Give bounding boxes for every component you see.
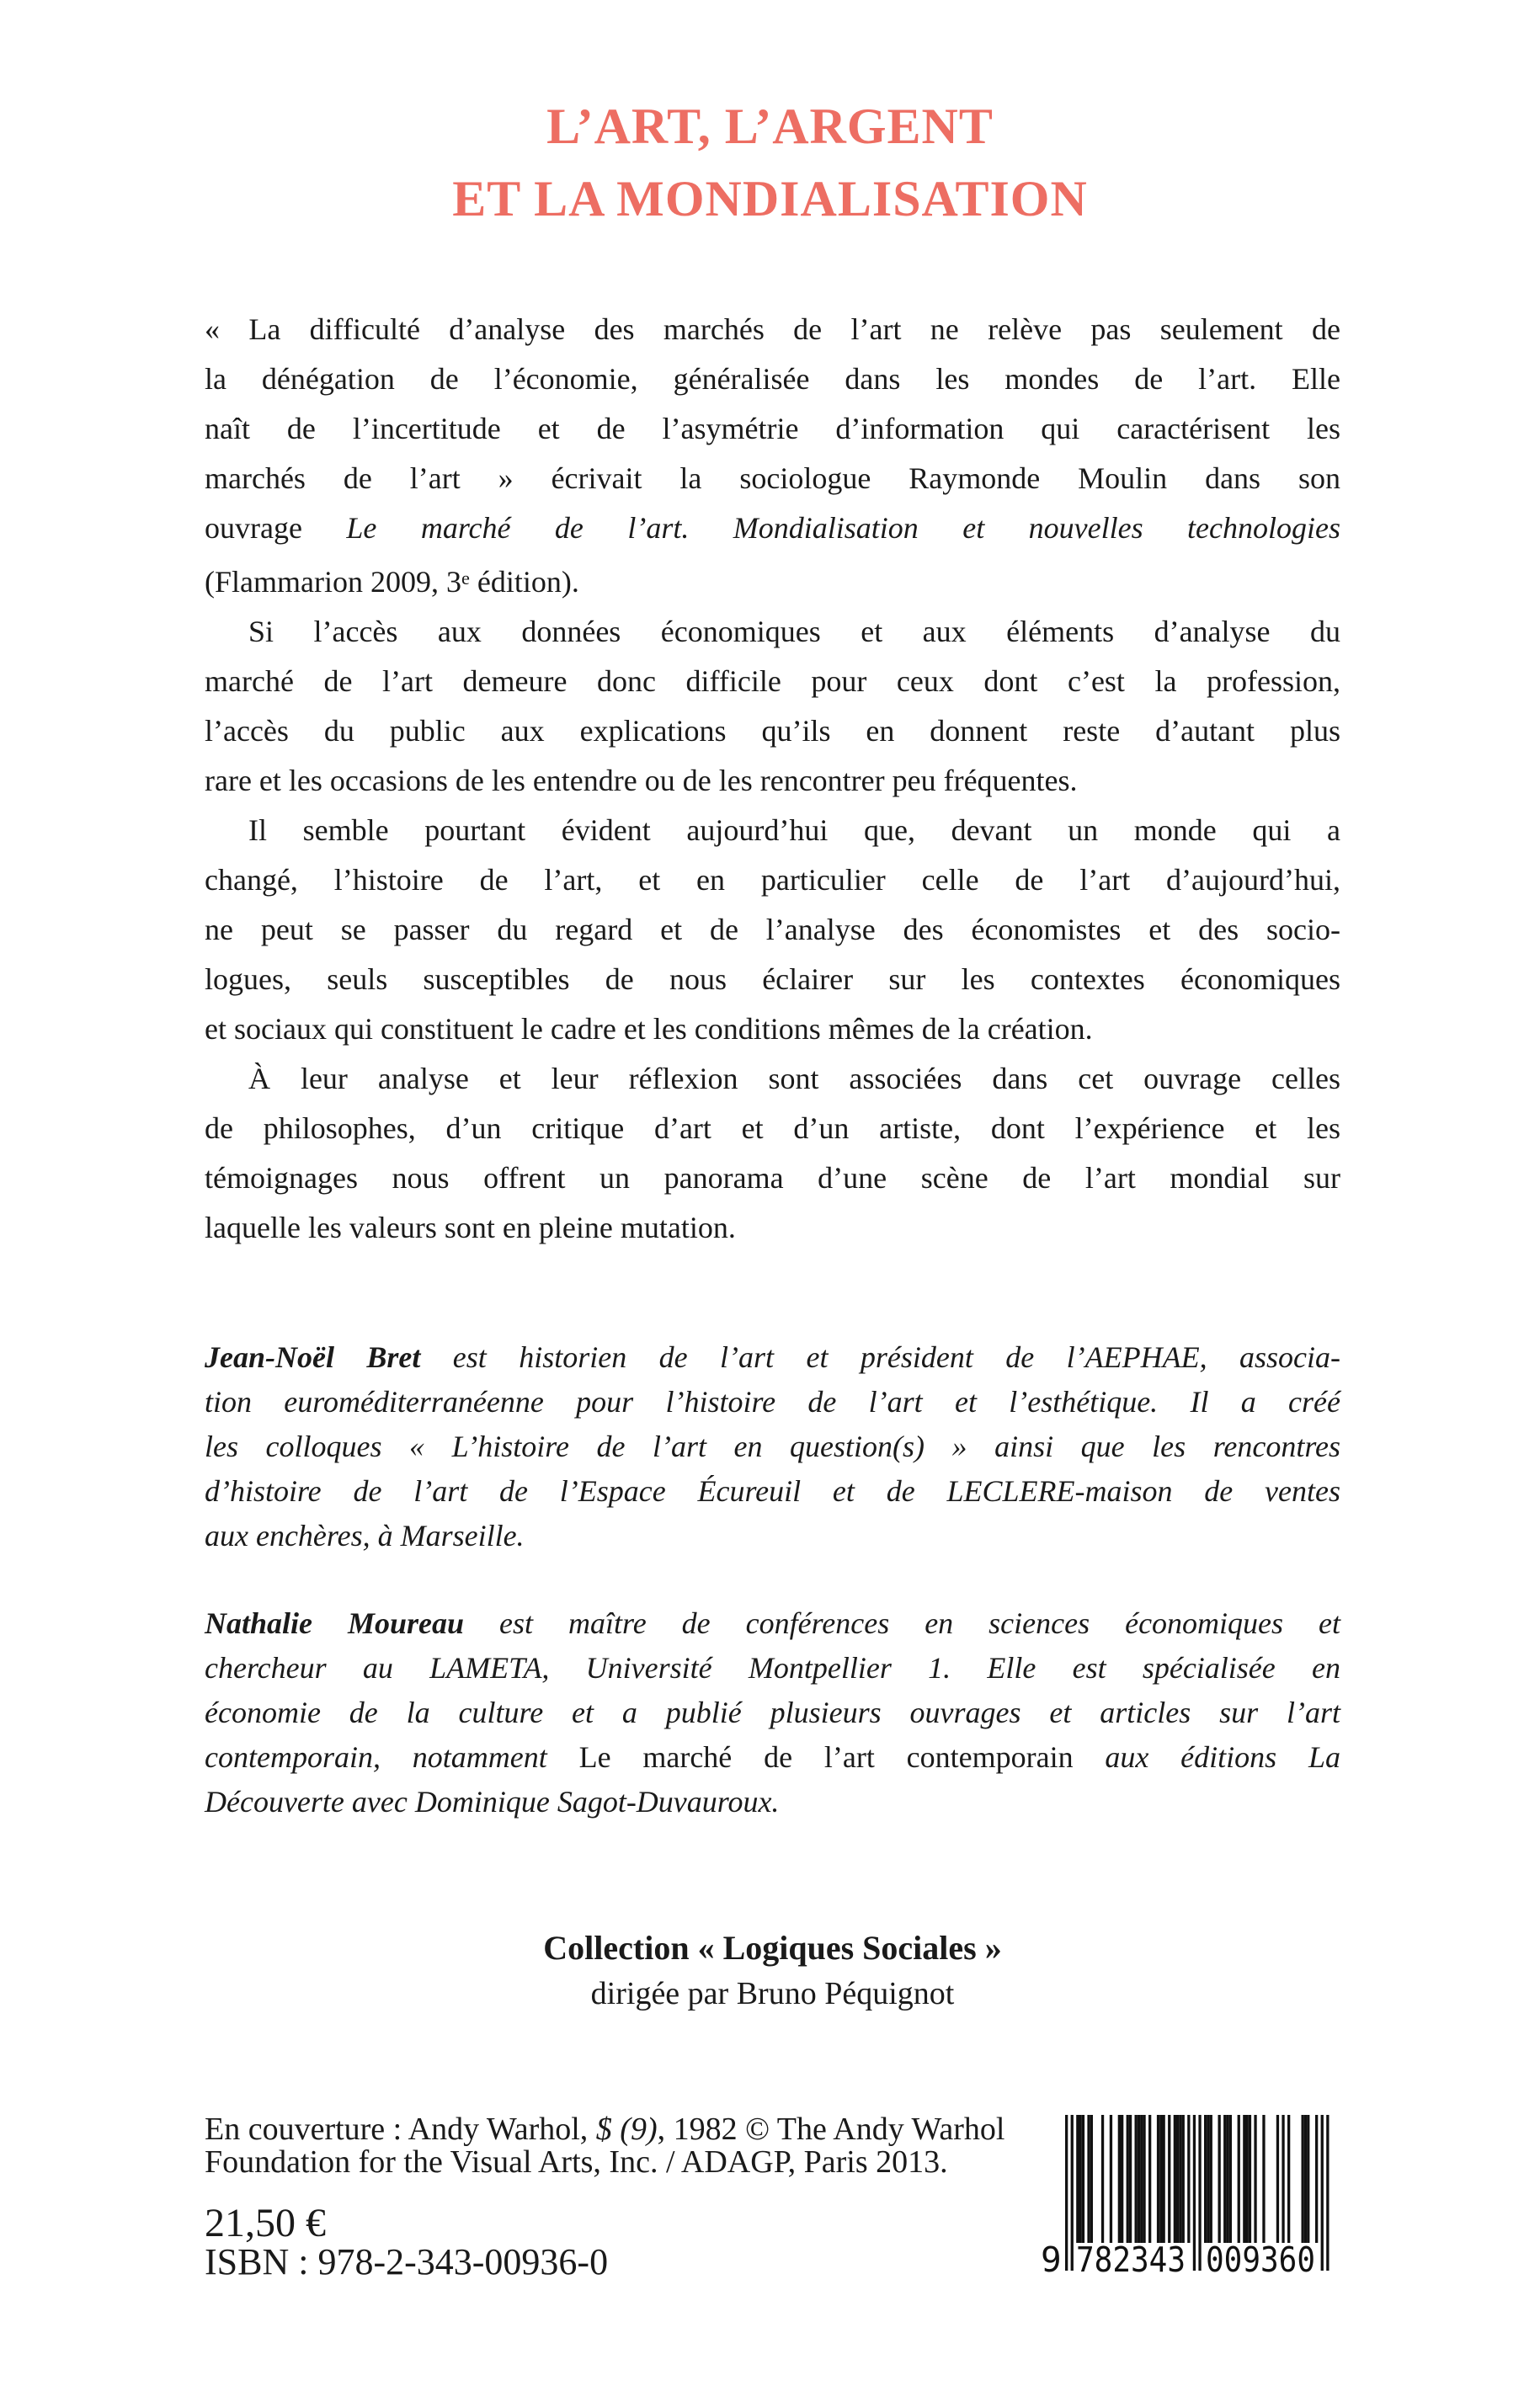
text-segment: Jean-Noël Bret	[205, 1339, 421, 1374]
text-segment: marché de l’art demeure donc difficile pour ceux dont c’est la profession,	[205, 663, 1340, 698]
book-title-line2: ET LA MONDIALISATION	[452, 171, 1088, 226]
text-line	[205, 1425, 1340, 1469]
text-segment: naît de l’incertitude et de l’asymétrie d’information qui caractérisent les	[205, 412, 1340, 445]
text-line	[205, 756, 1340, 806]
text-segment: Le marché de l’art contemporain	[578, 1739, 1074, 1774]
text-line	[205, 354, 1340, 404]
text-segment: logues, seuls susceptibles de nous éclairer sur les contextes économiques	[205, 961, 1340, 996]
text-segment: tion euroméditerranéenne pour l’histoire de l’art et l’esthétique. Il a créé	[205, 1384, 1340, 1419]
book-title	[0, 90, 1540, 235]
text-segment: Si l’accès aux données économiques et aux éléments d’analyse du	[248, 614, 1340, 648]
text-line	[205, 1153, 1340, 1203]
barcode-digit-first: 9	[1041, 2240, 1062, 2277]
text-segment: de philosophes, d’un critique d’art et d’un artiste, dont l’expérience et les	[205, 1110, 1340, 1145]
collection-director: dirigée par Bruno Péquignot	[590, 1975, 955, 2011]
author-bio	[205, 1601, 1340, 1824]
text-line	[205, 607, 1340, 657]
text-line	[205, 1469, 1340, 1514]
text-segment: Le marché de l’art. Mondialisation et nouvelles technologies	[346, 511, 1340, 545]
author-bio	[205, 1335, 1340, 1558]
text-line	[205, 404, 1340, 454]
back-cover-text	[205, 305, 1340, 2282]
text-segment: aux éditions La	[1073, 1739, 1340, 1774]
text-segment: économie de la culture et a publié plusieurs ouvrages et articles sur l’art	[205, 1695, 1340, 1729]
text-segment: À leur analyse et leur réflexion sont associées dans cet ouvrage celles	[248, 1061, 1340, 1095]
collection-block	[205, 1925, 1340, 2016]
isbn: ISBN : 978-2-343-00936-0	[205, 2240, 609, 2282]
collection-name: Collection « Logiques Sociales »	[543, 1928, 1002, 1967]
text-segment: ouvrage	[205, 511, 347, 545]
text-segment: d’histoire de l’art de l’Espace Écureuil et de LECLERE-maison de ventes	[205, 1473, 1340, 1508]
text-segment: rare et les occasions de les entendre ou de les rencontrer peu fréquentes.	[205, 763, 1078, 797]
text-line	[205, 657, 1340, 706]
text-segment: est maître de conférences en sciences économiques et	[464, 1606, 1341, 1640]
text-line	[205, 905, 1340, 955]
artwork-title: $ (9)	[595, 2111, 658, 2147]
text-segment: est historien de l’art et président de l’AEPHAE, associa-	[420, 1339, 1341, 1374]
text-segment: aux enchères, à Marseille.	[205, 1518, 525, 1552]
text-line	[205, 503, 1340, 553]
text-line	[205, 806, 1340, 855]
text-segment: Découverte avec Dominique Sagot-Duvauroux.	[205, 1784, 780, 1819]
paragraph	[205, 305, 1340, 607]
text-line	[205, 1601, 1340, 1646]
text-line	[205, 1203, 1340, 1253]
text-segment: marchés de l’art » écrivait la sociologue Raymonde Moulin dans son	[205, 461, 1340, 495]
paragraph	[205, 1054, 1340, 1253]
text-segment: changé, l’histoire de l’art, et en particulier celle de l’art d’aujourd’hui,	[205, 862, 1340, 897]
price: 21,50 €	[205, 2200, 326, 2245]
text-line	[205, 706, 1340, 756]
barcode-digits-right: 009360	[1206, 2240, 1315, 2277]
text-segment: Nathalie Moureau	[205, 1606, 465, 1640]
text-segment: contemporain, notamment	[205, 1739, 579, 1774]
text-segment: témoignages nous offrent un panorama d’une scène de l’art mondial sur	[205, 1160, 1340, 1195]
paragraph	[205, 607, 1340, 806]
barcode-digits-left: 782343	[1076, 2240, 1186, 2277]
paragraph	[205, 806, 1340, 1054]
text-line	[205, 454, 1340, 503]
text-line	[205, 1104, 1340, 1153]
text-segment: (Flammarion 2009, 3	[205, 564, 461, 599]
text-line	[205, 553, 1340, 607]
text-segment: la dénégation de l’économie, généralisée dans les mondes de l’art. Elle	[205, 362, 1340, 396]
text-line	[205, 1380, 1340, 1425]
text-segment: l’accès du public aux explications qu’ils en donnent reste d’autant plus	[205, 713, 1340, 748]
text-segment: « La difficulté d’analyse des marchés de l’art ne relève pas seulement de	[205, 312, 1340, 346]
barcode	[1036, 2115, 1339, 2277]
text-segment: les colloques « L’histoire de l’art en question(s) » ainsi que les rencontres	[205, 1429, 1340, 1463]
text-line	[205, 1691, 1340, 1735]
text-line	[205, 1335, 1340, 1380]
text-line	[205, 1646, 1340, 1691]
text-line	[205, 1735, 1340, 1780]
text-line	[205, 1514, 1340, 1558]
barcode-image	[1036, 2115, 1339, 2277]
text-segment: chercheur au LAMETA, Université Montpellier 1. Elle est spécialisée en	[205, 1650, 1340, 1685]
text-segment: et sociaux qui constituent le cadre et les conditions mêmes de la création.	[205, 1011, 1093, 1046]
text-line	[205, 855, 1340, 905]
text-line	[205, 1054, 1340, 1104]
text-line	[205, 1004, 1340, 1054]
cover-credit-line2: Foundation for the Visual Arts, Inc. / ADAGP, Paris 2013.	[205, 2144, 948, 2180]
text-flow	[205, 305, 1340, 1824]
text-segment: e	[461, 567, 470, 589]
book-title-line1: L’ART, L’ARGENT	[546, 99, 994, 154]
text-segment: ne peut se passer du regard et de l’analyse des économistes et des socio-	[205, 912, 1340, 946]
text-segment: édition).	[469, 564, 579, 599]
text-line	[205, 955, 1340, 1004]
text-line	[205, 1780, 1340, 1824]
text-segment: , 1982 © The Andy Warhol	[657, 2111, 1005, 2147]
text-line	[205, 305, 1340, 354]
text-segment: En couverture : Andy Warhol,	[205, 2111, 596, 2147]
text-segment: laquelle les valeurs sont en pleine mutation.	[205, 1210, 736, 1244]
text-segment: Il semble pourtant évident aujourd’hui que, devant un monde qui a	[248, 812, 1340, 847]
